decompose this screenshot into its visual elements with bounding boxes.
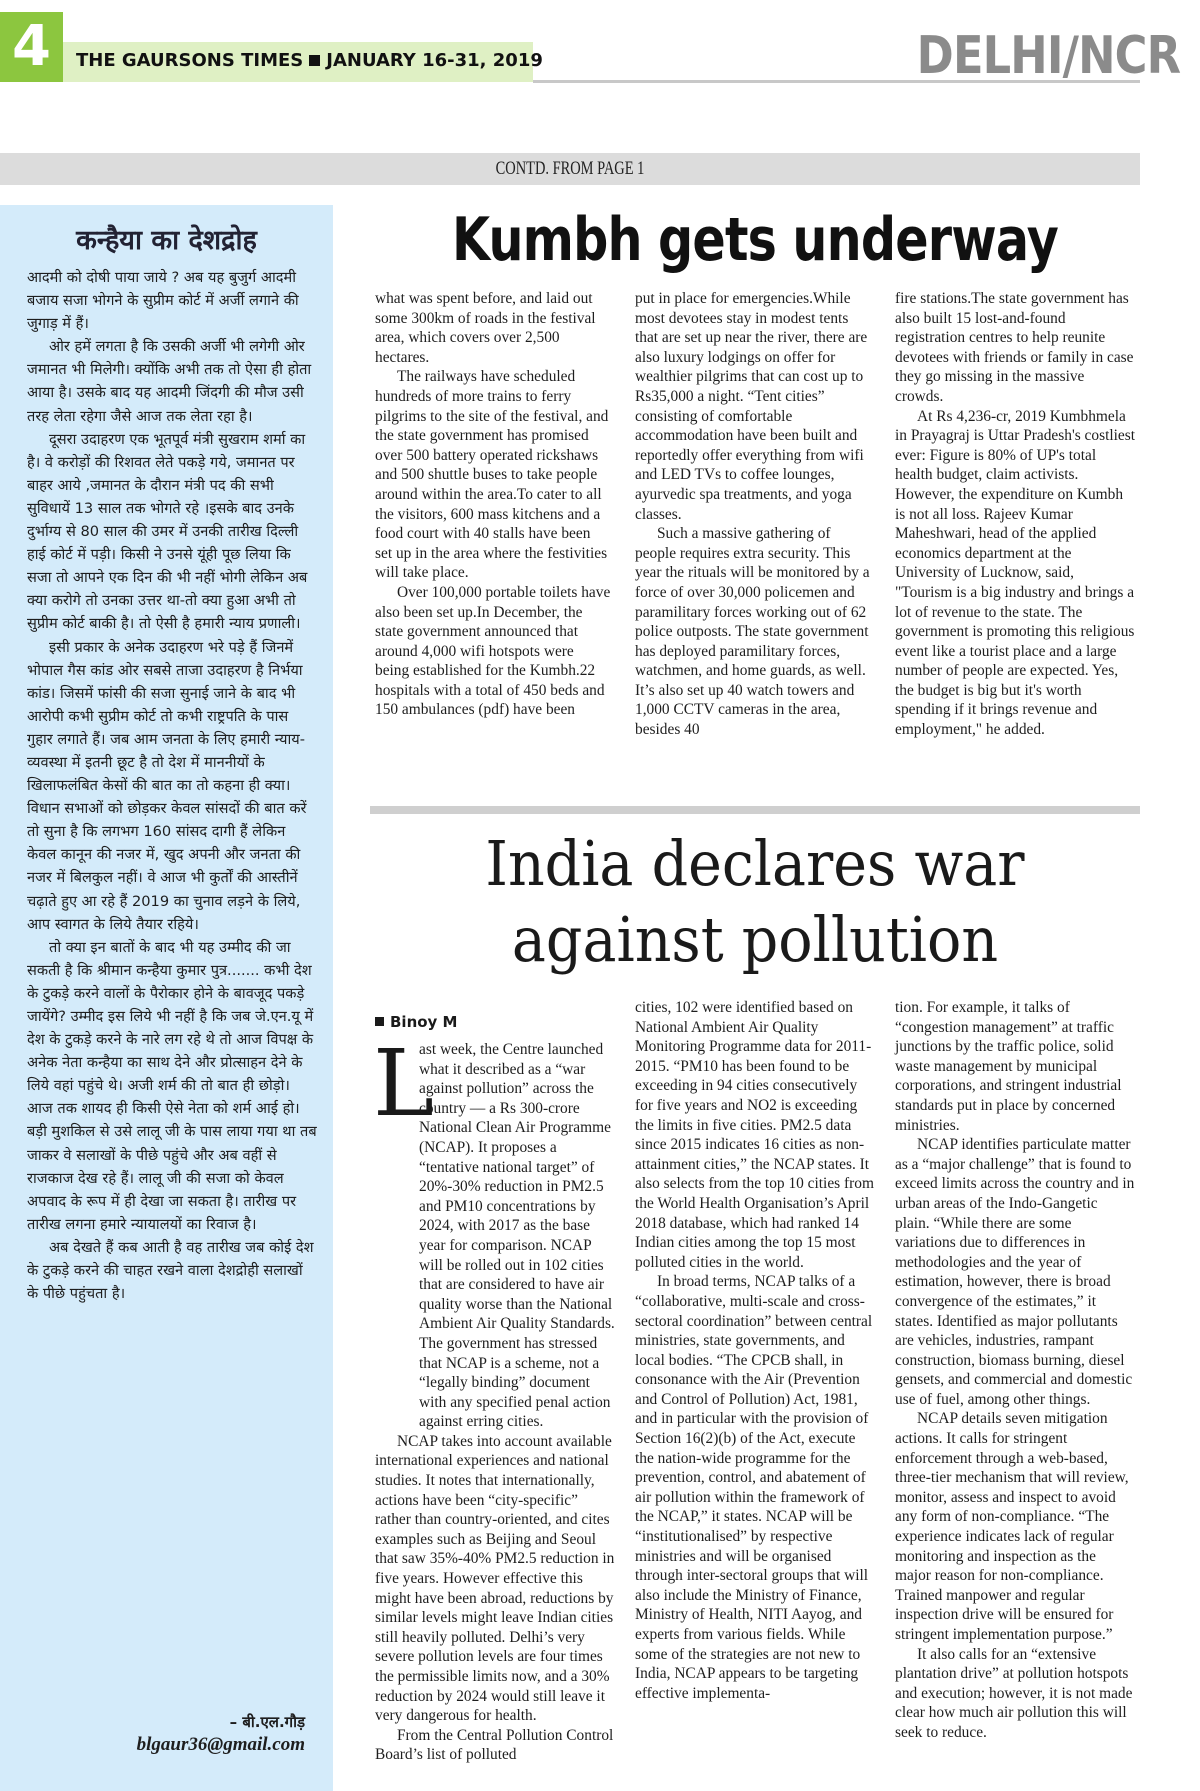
kumbh-headline: Kumbh gets underway bbox=[452, 205, 1058, 275]
masthead-info bbox=[76, 50, 543, 71]
byline-square-icon bbox=[375, 1017, 384, 1026]
hindi-paragraph: तो क्या इन बातों के बाद भी यह उम्मीद की जा सकती है कि श्रीमान कन्हैया कुमार पुत्र....... कभी देश के टुकड़े करने वालों के पैरोकार होने के बावजूद पकड़े जायेंगे? उम्मीद इस लिये भी नहीं है कि जब जे.एन.यू में देश के टुकड़े करने के नारे लग रहे थे तो आज विपक्ष के अनेक नेता कन्हैया का साथ देने और प्रोत्साहन देने के लिये वहां पहुंचे थे। अजी शर्म की तो बात ही छोड़ो। आज तक शायद ही किसी ऐसे नेता को शर्म आई हो। बड़ी मुशकिल से उसे लालू जी के पास लाया गया था तब जाकर वे सलाखों के पीछे पहुंचे और अब वहीं से राजकाज देख रहे हैं। लालू जी की सजा को केवल अपवाद के रूप में ही देखा जा सकता है। तारीख पर तारीख लगना हमारे न्यायालयों का रिवाज है। bbox=[27, 938, 317, 1233]
pollution-paragraph: NCAP identifies particulate matter as a “major challenge” that is found to exceed limits across the country and in urban areas of the Indo-Gangetic plain. “While there are some variations due to differences in methodologies and the year of estimation, however, there is broad convergence of the estimates,” it states. Identified as major pollutants are vehicles, industries, rampant construction, biomass burning, diesel gensets, and commercial and domestic use of fuel, among other things. bbox=[895, 1136, 1135, 1408]
kumbh-paragraph: At Rs 4,236-cr, 2019 Kumbhmela in Prayagraj is Uttar Pradesh's costliest ever: Figure is 80% of UP's total health budget, claim activists. However, the expenditure on Kumbh is not all loss. Rajeev Kumar Maheshwari, head of the applied economics department at the University of Lucknow, said, "Tourism is a big industry and brings a lot of revenue to the state. The government is promoting this religious event like a tourist place and a large number of people are expected. Yes, the budget is big but it's worth spending if it brings revenue and employment," he added. bbox=[895, 407, 1135, 739]
pollution-headline bbox=[401, 826, 1109, 978]
kumbh-paragraph: put in place for emergencies.While most devotees stay in modest tents that are set up near the river, there are also luxury lodgings on offer for wealthier pilgrims that can cost up to Rs35,000 a night. “Tent cities” consisting of comfortable accommodation have been built and reportedly offer everything from wifi and LED TVs to coffee lounges, ayurvedic spa treatments, and yoga classes. bbox=[635, 290, 868, 523]
pollution-column-2 bbox=[635, 998, 875, 1703]
pollution-lead-text: ast week, the Centre launched what it described as a “war against pollution” across the country — a Rs 300-crore National Clean Air Programme (NCAP). It proposes a “tentative national target” of 20%-30% reduction in PM2.5 and PM10 concentrations by 2024, with 2017 as the base year for comparison. NCAP will be rolled out in 102 cities that are considered to have air quality worse than the National Ambient Air Quality Standards. The government has stressed that NCAP is a scheme, not a “legally binding” document with any specified penal action against erring cities. bbox=[419, 1041, 615, 1431]
pollution-paragraph: From the Central Pollution Control Board’s list of polluted bbox=[375, 1726, 614, 1764]
page-number: 4 bbox=[0, 12, 63, 82]
contd-label: CONTD. FROM PAGE 1 bbox=[495, 158, 645, 179]
paper-name: THE GAURSONS TIMES bbox=[76, 50, 304, 71]
kumbh-paragraph: fire stations.The state government has also built 15 lost-and-found registration centres to help reunite devotees with friends or family in case they go missing in the massive crowds. bbox=[895, 290, 1134, 405]
kumbh-paragraph: Over 100,000 portable toilets have also been set up.In December, the state government announced that around 4,000 wifi hotspots were being established for the Kumbh.22 hospitals with a total of 450 beds and 150 ambulances (pdf) have been bbox=[375, 583, 611, 719]
hindi-paragraph: आदमी को दोषी पाया जाये ? अब यह बुजुर्ग आदमी बजाय सजा भोगने के सुप्रीम कोर्ट में अर्जी लगाने की जुगाड़ में हैं। bbox=[27, 269, 299, 333]
hindi-column-body bbox=[27, 266, 317, 1305]
story-divider bbox=[370, 806, 1140, 814]
kumbh-column-1 bbox=[375, 289, 611, 720]
pollution-paragraph: NCAP details seven mitigation actions. It calls for stringent enforcement through a web-based, three-tier mechanism that will review, monitor, assess and inspect to avoid any form of non-compliance. “The experience indicates lack of regular monitoring and inspection as the major reason for non-compliance. Trained manpower and regular inspection drive will be ensured for stringent implementation purpose.” bbox=[895, 1410, 1129, 1643]
hindi-paragraph: ओर हमें लगता है कि उसकी अर्जी भी लगेगी ओर जमानत भी मिलेगी। क्योंकि अभी तक तो ऐसा ही होता आया है। उसके बाद यह आदमी जिंदगी की मौज उसी तरह लेता रहेगा जैसे आज तक लेता रहा है। bbox=[27, 338, 312, 425]
kumbh-paragraph: Such a massive gathering of people requires extra security. This year the rituals will be monitored by a force of over 30,000 policemen and paramilitary forces working out of 62 police outposts. The state government has deployed paramilitary forces, watchmen, and home guards, as well. It’s also set up 40 watch towers and 1,000 CCTV cameras in the area, besides 40 bbox=[635, 525, 870, 739]
pollution-paragraph: It also calls for an “extensive plantation drive” at pollution hotspots and execution; however, it is not made clear how much air pollution this will seek to reduce. bbox=[895, 1645, 1133, 1741]
kumbh-column-2 bbox=[635, 289, 875, 740]
issue-date: JANUARY 16-31, 2019 bbox=[326, 50, 543, 71]
hindi-paragraph: दूसरा उदाहरण एक भूतपूर्व मंत्री सुखराम शर्मा का है। वे करोड़ों की रिशवत लेते पकड़े गये, जमानत पर बाहर आये ,जमानत के दौरान मंत्री पद की सभी सुविधायें 13 साल तक भोगते रहे ।इसके बाद उनके दुर्भाग्य से 80 साल की उमर में उनकी तारीख दिल्ली हाई कोर्ट में पड़ी। किसी ने उनसे यूंही पूछ लिया कि सजा तो आपने एक दिन की भी नहीं भोगी लेकिन अब क्या करोगे तो उनका उत्तर था-तो क्या हुआ अभी तो सुप्रीम कोर्ट बाकी है। तो ऐसी है हमारी न्याय प्रणाली। bbox=[27, 430, 308, 633]
pollution-paragraph: NCAP takes into account available international experiences and national studies. It notes that internationally, actions have been “city-specific” rather than country-oriented, and cites examples such as Beijing and Seoul that saw 35%-40% PM2.5 reduction in five years. However effective this might have been abroad, reductions by similar levels might leave Indian cities still heavily polluted. Delhi’s very severe pollution levels are four times the permissible limits now, and a 30% reduction by 2024 would still leave it very dangerous for health. bbox=[375, 1432, 615, 1725]
pollution-headline-line-2: against pollution bbox=[511, 903, 999, 976]
hindi-signature: – बी.एल.गौड़ bbox=[229, 1713, 305, 1731]
hindi-email: blgaur36@gmail.com bbox=[136, 1734, 305, 1755]
pollution-column-3 bbox=[895, 998, 1135, 1743]
kumbh-paragraph: The railways have scheduled hundreds of more trains to ferry pilgrims to the site of the festival, and the state government has promised over 500 battery operated rickshaws and 500 shuttle buses to take people around within the area.To cater to all the visitors, 600 mass kitchens and a food court with 40 stalls have been set up in the area where the festivities will take place. bbox=[375, 368, 609, 582]
pollution-paragraph: In broad terms, NCAP talks of a “collaborative, multi-scale and cross-sectoral coordination” between central ministries, state governments, and local bodies. “The CPCB shall, in consonance with the Air (Prevention and Control of Pollution) Act, 1981, and in particular with the provision of Section 16(2)(b) of the Act, execute the nation-wide programme for the prevention, control, and abatement of air pollution within the framework of the NCAP,” it states. NCAP will be “institutionalised” by respective ministries and will be organised through inter-sectoral groups that will also include the Ministry of Finance, Ministry of Health, NITI Aayog, and experts from various fields. While some of the strategies are not new to India, NCAP appears to be targeting effective implementa- bbox=[635, 1273, 873, 1702]
kumbh-paragraph: what was spent before, and laid out some 300km of roads in the festival area, which covers over 2,500 hectares. bbox=[375, 290, 596, 366]
pollution-paragraph: tion. For example, it talks of “congestion management” at traffic junctions by the traffic police, solid waste management by municipal corporations, and stringent industrial standards put in place by concerned ministries. bbox=[895, 999, 1122, 1134]
hindi-paragraph: इसी प्रकार के अनेक उदाहरण भरे पड़े हैं जिनमें भोपाल गैस कांड ओर सबसे ताजा उदाहरण है निर्भया कांड। जिसमें फांसी की सजा सुनाई जाने के बाद भी आरोपी कभी सुप्रीम कोर्ट तो कभी राष्ट्रपति के पास गुहार लगाते हैं। जब आम जनता के लिए हमारी न्याय-व्यवस्था में इतनी छूट है तो देश में माननीयों के खिलाफलंबित केसों की बात का तो कहना ही क्या। विधान सभाओं को छोड़कर केवल सांसदों की बात करें तो सुना है कि लगभग 160 सांसद दागी हैं लेकिन केवल कानून की नजर में, खुद अपनी और जनता की नजर में बिलकुल नहीं। वे आज भी कुर्तों की आस्तीनें चढ़ाते हुए आ रहे हैं 2019 का चुनाव लड़ने के लिये, आप स्वागत के लिये तैयार रहिये। bbox=[27, 638, 307, 933]
pollution-column-1 bbox=[373, 1030, 615, 1765]
pollution-headline-line-1: India declares war bbox=[485, 827, 1025, 900]
dropcap: L bbox=[373, 1030, 435, 1137]
byline bbox=[375, 1013, 458, 1031]
separator-square-icon bbox=[309, 55, 320, 66]
section-name: DELHI/NCR bbox=[916, 26, 1181, 86]
byline-author: Binoy M bbox=[390, 1013, 458, 1031]
hindi-column-title: कन्हैया का देशद्रोह bbox=[76, 225, 257, 256]
pollution-lead-paragraph bbox=[373, 1030, 615, 1432]
pollution-paragraph: cities, 102 were identified based on National Ambient Air Quality Monitoring Programme data for 2011-2015. “PM10 has been found to be exceeding in 94 cities consecutively for five years and NO2 is exceeding the limits in five cities. PM2.5 data since 2015 indicates 16 cities as non-attainment cities,” the NCAP states. It also selects from the top 10 cities from the World Health Organisation’s April 2018 database, which had ranked 14 Indian cities among the top 15 most polluted cities in the world. bbox=[635, 999, 874, 1271]
kumbh-column-3 bbox=[895, 289, 1135, 740]
hindi-paragraph: अब देखते हैं कब आती है वह तारीख जब कोई देश के टुकड़े करने की चाहत रखने वाला देशद्रोही सलाखों के पीछे पहुंचता है। bbox=[27, 1238, 314, 1303]
